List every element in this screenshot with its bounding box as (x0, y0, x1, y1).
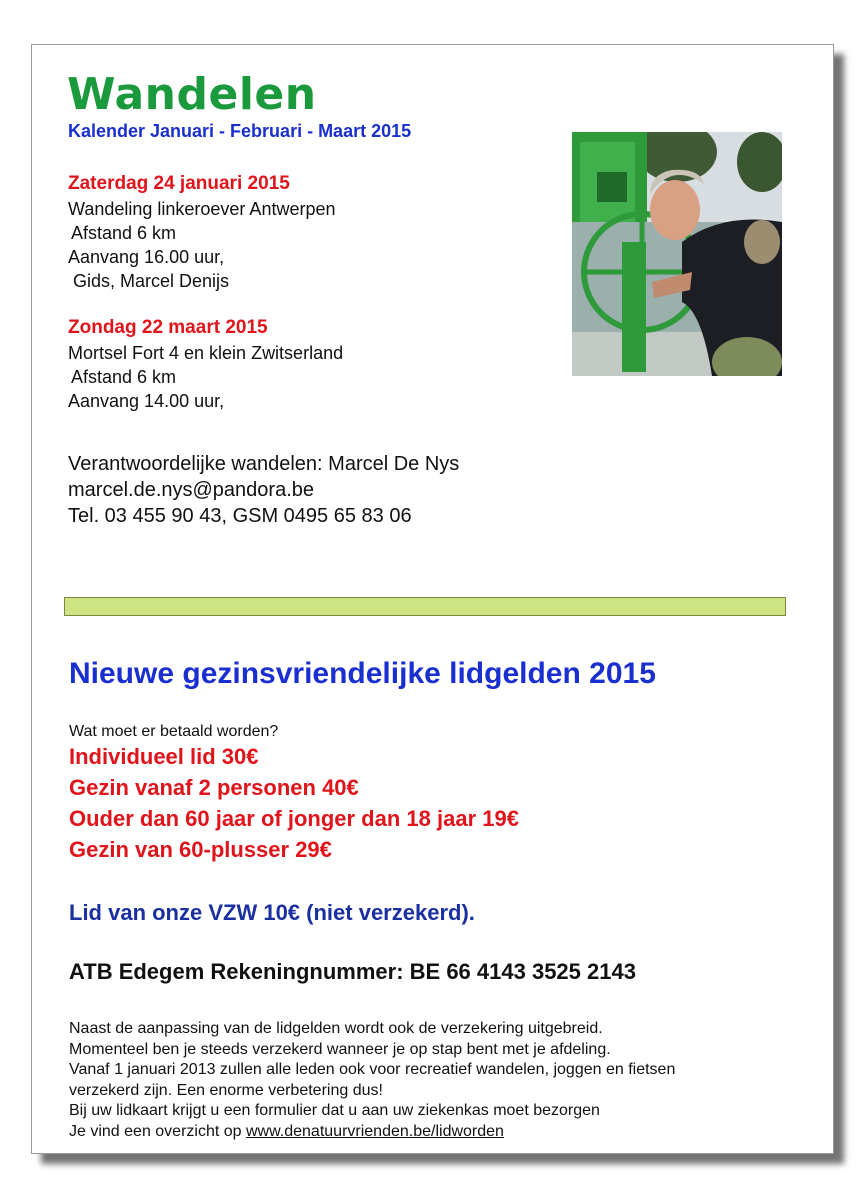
event-1-line: Afstand 6 km (71, 223, 177, 243)
lidworden-link[interactable]: www.denatuurvrienden.be/lidworden (246, 1122, 504, 1140)
fee-item: Gezin van 60-plusser 29€ (69, 837, 332, 862)
event-2-line: Mortsel Fort 4 en klein Zwitserland (68, 343, 344, 363)
contact-block (68, 451, 459, 529)
event-1-line: Gids, Marcel Denijs (73, 271, 230, 291)
walker-photo (572, 132, 782, 376)
fees-question: Wat moet er betaald worden? (69, 723, 279, 740)
event-1-line: Aanvang 16.00 uur, (68, 247, 225, 267)
note-line: Bij uw lidkaart krijgt u een formulier dat u aan uw ziekenkas moet bezorgen (69, 1102, 600, 1119)
bank-account: ATB Edegem Rekeningnummer: BE 66 4143 3525 2143 (69, 959, 636, 984)
document-page (31, 44, 834, 1154)
event-2-date: Zondag 22 maart 2015 (68, 317, 268, 338)
event-1-details (68, 197, 336, 293)
responsible-person: Verantwoordelijke wandelen: Marcel De Nys (68, 453, 460, 475)
vzw-membership: Lid van onze VZW 10€ (niet verzekerd). (69, 900, 475, 925)
event-2-line: Aanvang 14.00 uur, (68, 391, 225, 411)
page-title: Wandelen (67, 69, 317, 120)
contact-phone: Tel. 03 455 90 43, GSM 0495 65 83 06 (68, 505, 412, 527)
event-2-details (68, 341, 343, 413)
note-line: verzekerd zijn. Een enorme verbetering dus! (69, 1081, 383, 1099)
fee-item: Ouder dan 60 jaar of jonger dan 18 jaar 19€ (69, 806, 519, 831)
event-1-date: Zaterdag 24 januari 2015 (68, 173, 290, 194)
note-line: Momenteel ben je steeds verzekerd wanneer je op stap bent met je afdeling. (69, 1040, 611, 1058)
section-divider (64, 597, 786, 616)
fee-item: Individueel lid 30€ (69, 744, 259, 769)
event-2-line: Afstand 6 km (71, 367, 177, 387)
fees-heading: Nieuwe gezinsvriendelijke lidgelden 2015 (69, 657, 656, 690)
note-line: Vanaf 1 januari 2013 zullen alle leden ook voor recreatief wandelen, joggen en fietsen (69, 1061, 676, 1078)
fee-item: Gezin vanaf 2 personen 40€ (69, 775, 359, 800)
note-line-link (69, 1122, 675, 1143)
fees-list (69, 741, 519, 865)
event-1-line: Wandeling linkeroever Antwerpen (68, 199, 336, 219)
calendar-subtitle: Kalender Januari - Februari - Maart 2015 (68, 121, 412, 141)
insurance-notes (69, 1019, 675, 1142)
link-prefix: Je vind een overzicht op (69, 1122, 246, 1140)
contact-email[interactable]: marcel.de.nys@pandora.be (68, 479, 314, 501)
note-line: Naast de aanpassing van de lidgelden wordt ook de verzekering uitgebreid. (69, 1020, 603, 1037)
